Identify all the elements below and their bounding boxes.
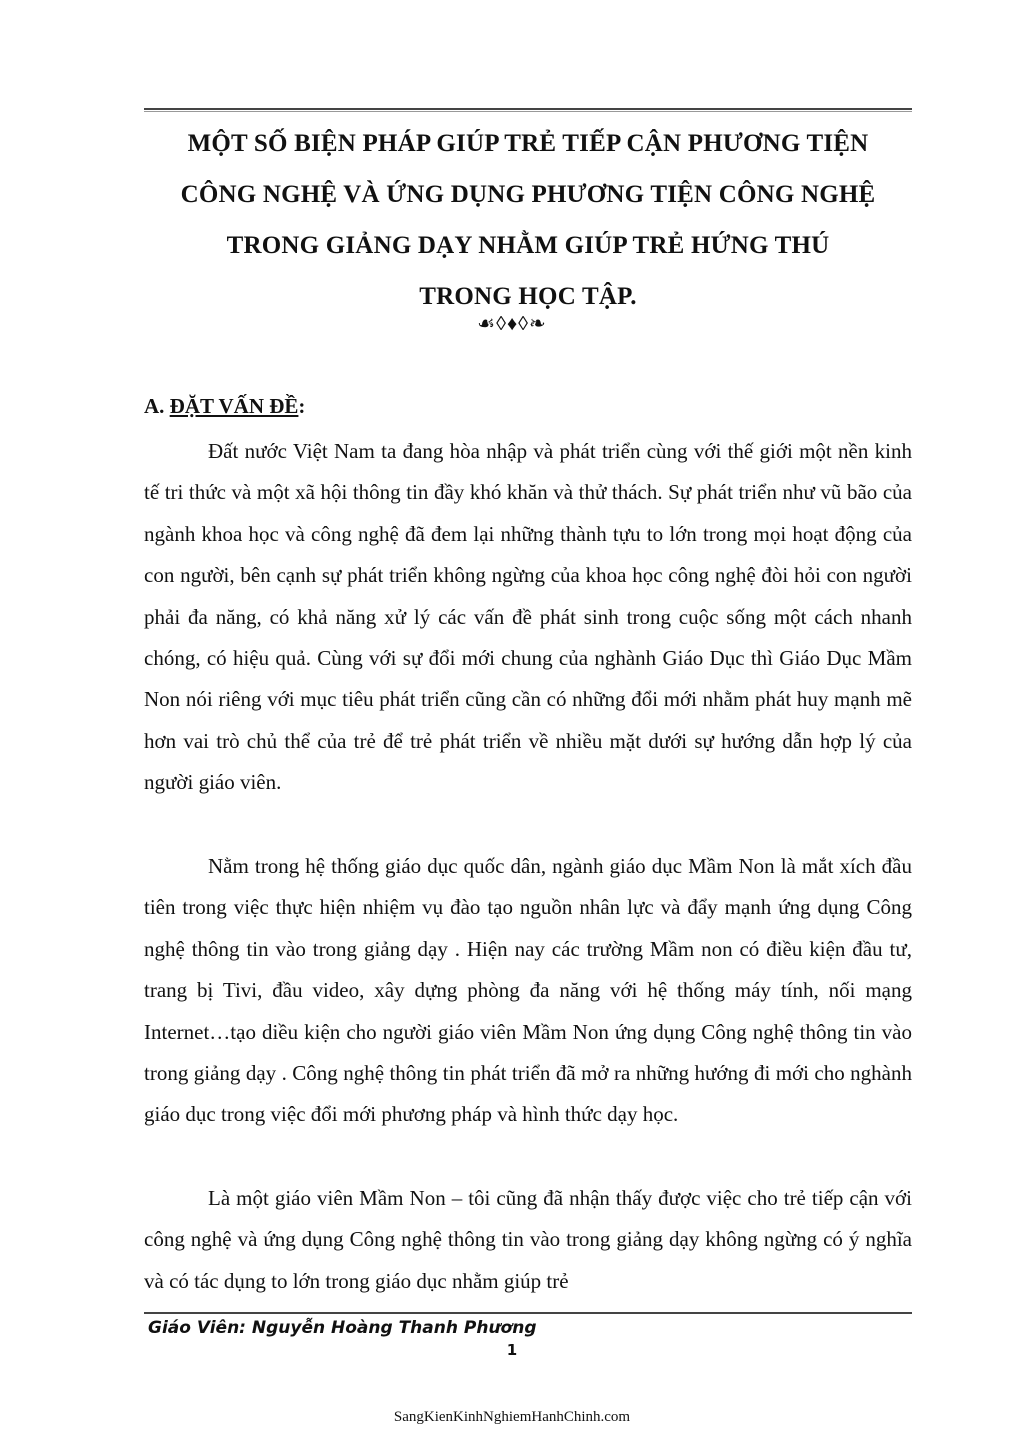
section-suffix: : <box>298 394 306 418</box>
header-rule <box>144 108 912 112</box>
title-line: TRONG GIẢNG DẠY NHẰM GIÚP TRẺ HỨNG THÚ <box>226 232 830 259</box>
document-title <box>144 118 912 322</box>
title-line: TRONG HỌC TẬP. <box>419 283 637 310</box>
ornament-divider: ☙◊♦◊❧ <box>477 313 547 335</box>
paragraph: Đất nước Việt Nam ta đang hòa nhập và phát triển cùng với thế giới một nền kinh tế tri thức và một xã hội thông tin đầy khó khăn và thử thách. Sự phát triển như vũ bão của ngành khoa học và công nghệ đã đem lại những thành tựu to lớn trong mọi hoạt động của con người, bên cạnh sự phát triển không ngừng của khoa học công nghệ đòi hỏi con người phải đa năng, có khả năng xử lý các vấn đề phát sinh trong cuộc sống một cách nhanh chóng, có hiệu quả. Cùng với sự đổi mới chung của nghành Giáo Dục thì Giáo Dục Mầm Non nói riêng với mục tiêu phát triển cũng cần có những đổi mới nhằm phát huy mạnh mẽ hơn vai trò chủ thể của trẻ để trẻ phát triển về nhiều mặt dưới sự hướng dẫn hợp lý của người giáo viên. <box>144 439 912 795</box>
title-line: CÔNG NGHỆ VÀ ỨNG DỤNG PHƯƠNG TIỆN CÔNG NGHỆ <box>180 181 876 208</box>
title-line: MỘT SỐ BIỆN PHÁP GIÚP TRẺ TIẾP CẬN PHƯƠNG TIỆN <box>187 130 869 157</box>
section-heading <box>144 394 305 419</box>
footer-rule <box>144 1312 912 1314</box>
footer-teacher: Giáo Viên: Nguyễn Hoàng Thanh Phương <box>148 1318 537 1338</box>
paragraph: Nằm trong hệ thống giáo dục quốc dân, ngành giáo dục Mầm Non là mắt xích đầu tiên trong việc thực hiện nhiệm vụ đào tạo nguồn nhân lực và đẩy mạnh ứng dụng Công nghệ thông tin vào trong giảng dạy . Hiện nay các trường Mầm non có điều kiện đầu tư, trang bị Tivi, đầu video, xây dựng phòng đa năng với hệ thống máy tính, nối mạng Internet…tạo diều kiện cho người giáo viên Mầm Non ứng dụng Công nghệ thông tin vào trong giảng dạy . Công nghệ thông tin phát triển đã mở ra những hướng đi mới cho nghành giáo dục trong việc đổi mới phương pháp và hình thức dạy học. <box>144 854 912 1127</box>
page-number: 1 <box>506 1341 518 1359</box>
website-footer: SangKienKinhNghiemHanhChinh.com <box>393 1409 631 1425</box>
section-heading-text: ĐẶT VẤN ĐỀ <box>169 394 299 418</box>
paragraph: Là một giáo viên Mầm Non – tôi cũng đã nhận thấy được việc cho trẻ tiếp cận với công nghệ và ứng dụng Công nghệ thông tin vào trong giảng dạy không ngừng có ý nghĩa và có tác dụng to lớn trong giáo dục nhằm giúp trẻ <box>144 1186 912 1293</box>
section-prefix: A. <box>144 394 170 418</box>
